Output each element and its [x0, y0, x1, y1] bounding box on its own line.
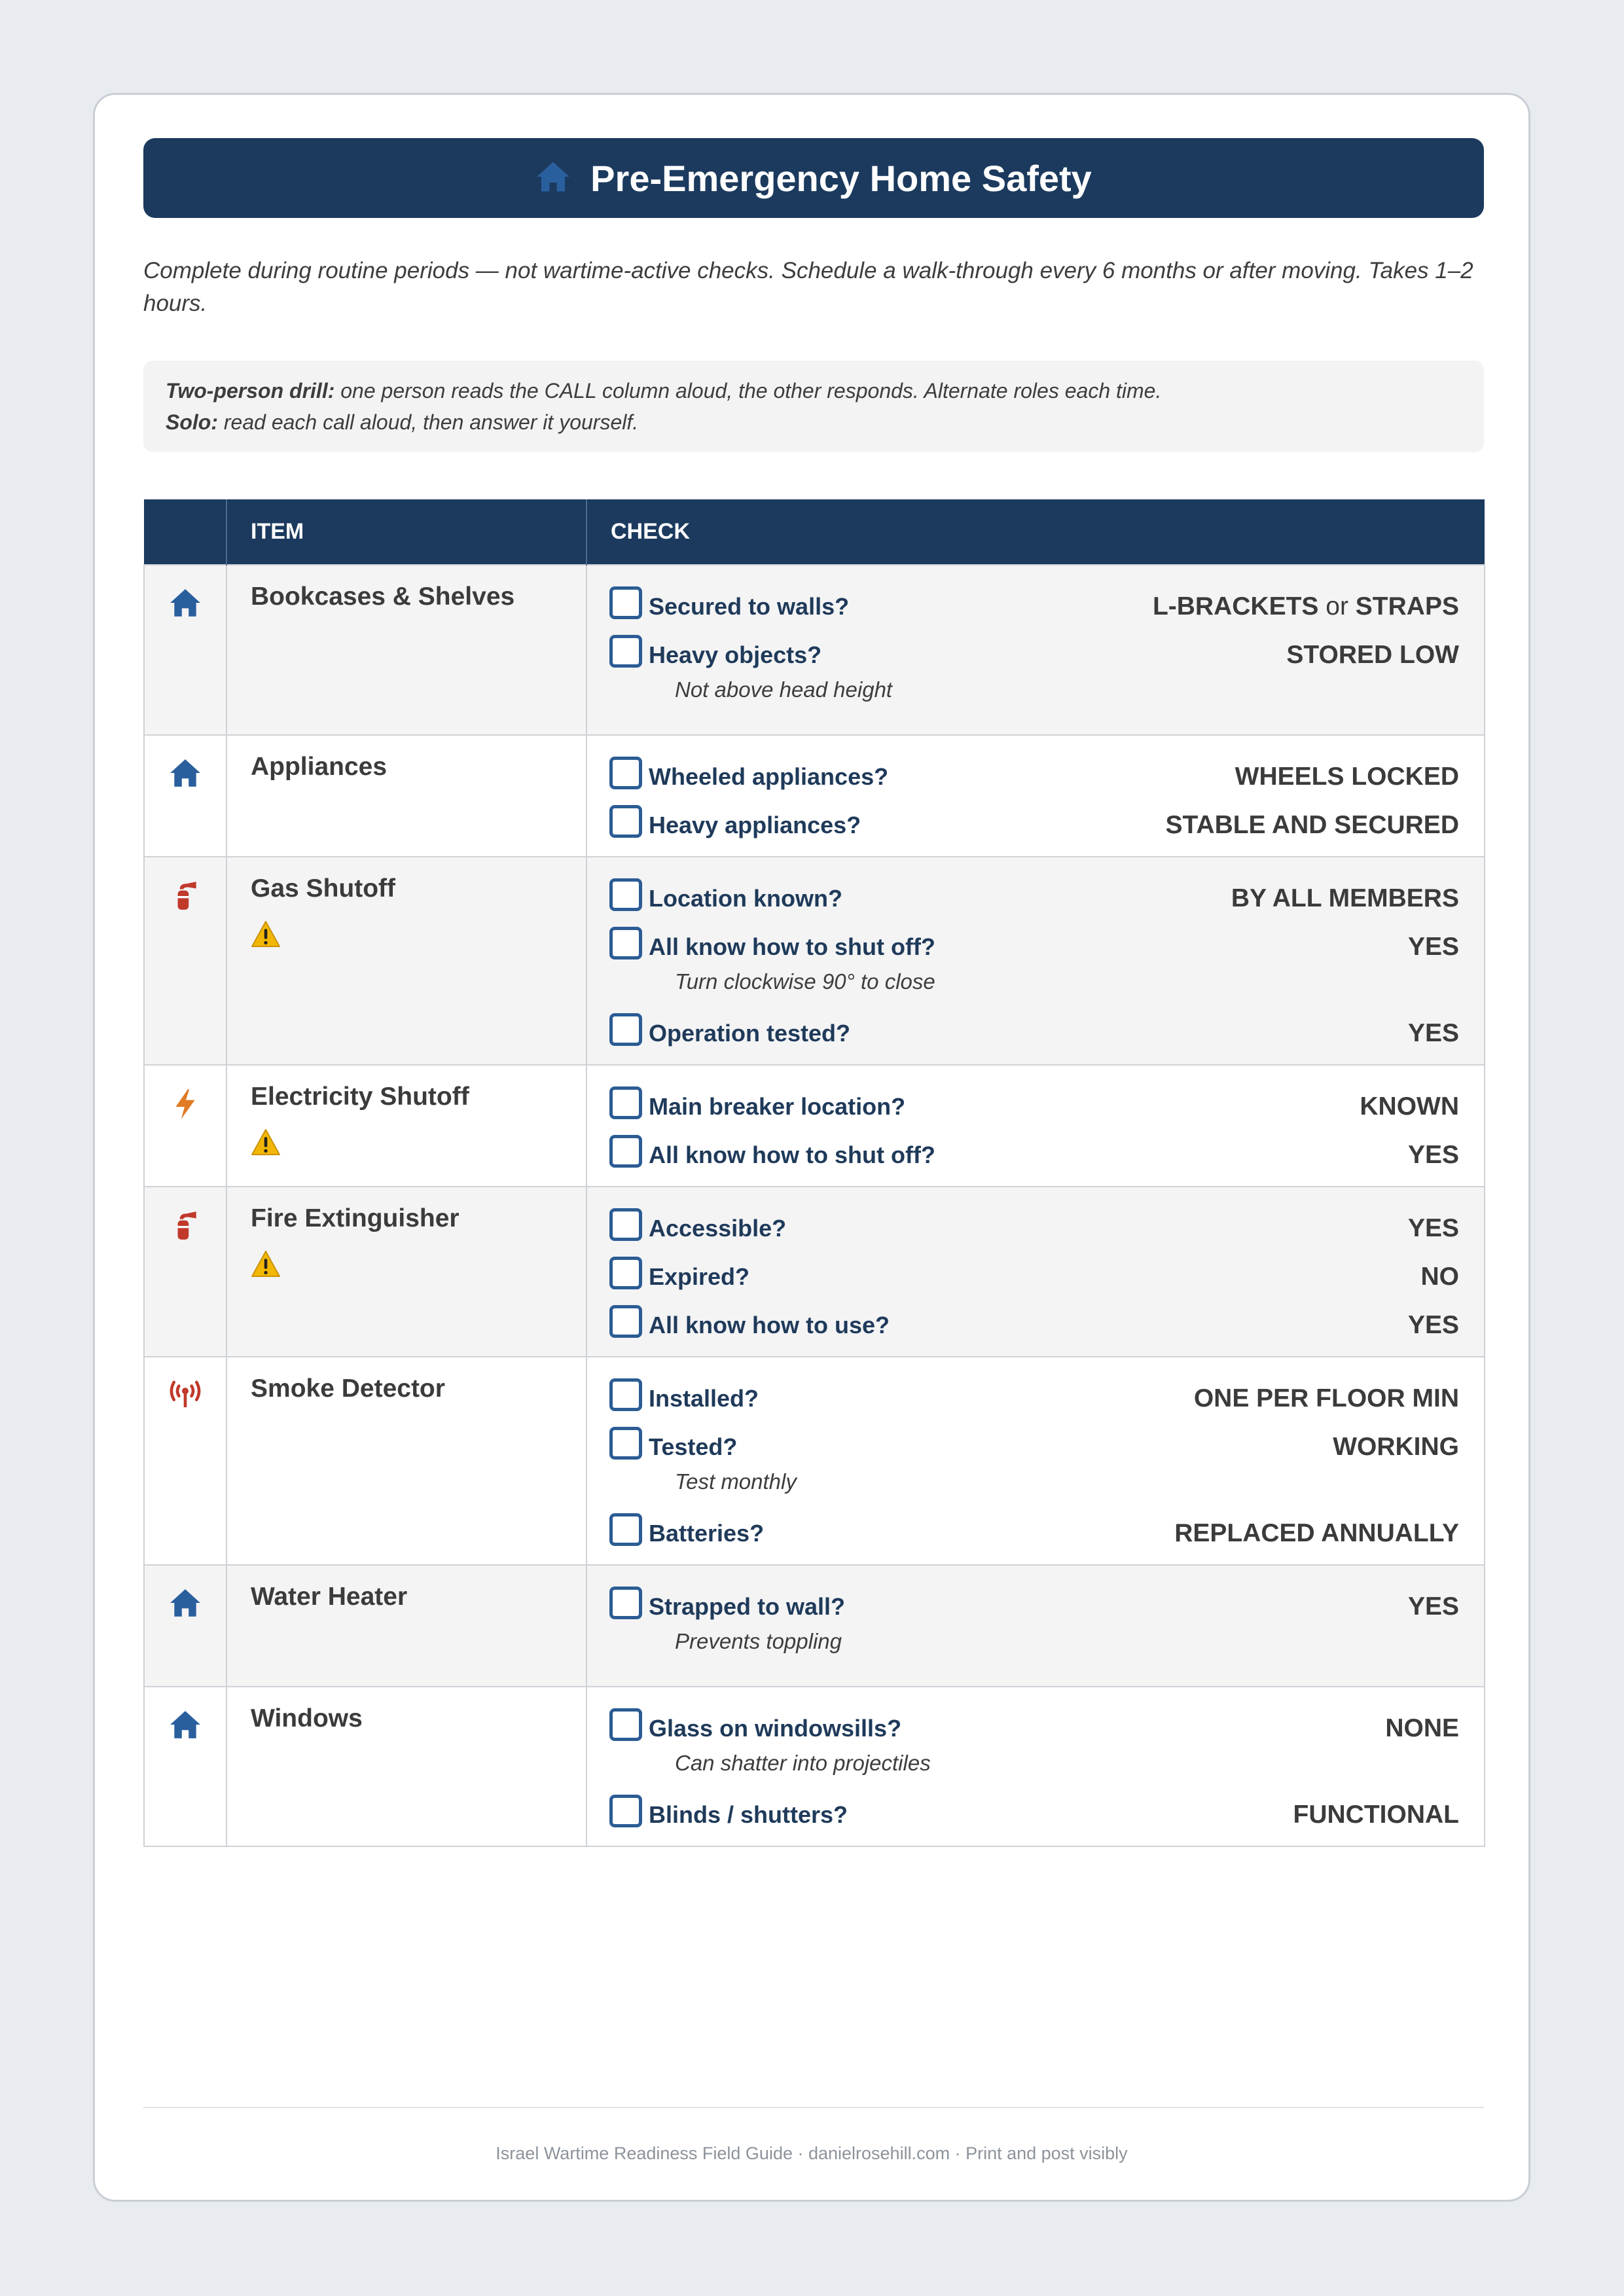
check-answer: KNOWN — [1360, 1092, 1459, 1121]
check-note: Can shatter into projectiles — [675, 1751, 931, 1775]
check-answer: YES — [1407, 1141, 1459, 1169]
row-item-cell — [226, 1065, 586, 1187]
home-icon — [169, 780, 202, 791]
row-check-cell — [586, 565, 1485, 735]
check-item — [609, 874, 1459, 912]
checklist-card — [93, 93, 1530, 2202]
check-question: All know how to use? — [649, 1312, 890, 1338]
checkbox[interactable] — [609, 1305, 642, 1338]
item-name: Fire Extinguisher — [251, 1204, 460, 1232]
check-question: Installed? — [649, 1385, 759, 1412]
check-question: Batteries? — [649, 1520, 765, 1547]
row-check-cell — [586, 857, 1485, 1065]
check-answer: WHEELS LOCKED — [1235, 762, 1459, 791]
item-name: Appliances — [251, 753, 388, 781]
header-icon-column — [144, 499, 226, 565]
table-row — [144, 1687, 1485, 1846]
drill-instructions — [143, 361, 1484, 452]
checkbox[interactable] — [609, 1135, 642, 1168]
check-answer: BY ALL MEMBERS — [1231, 884, 1459, 912]
title-banner — [143, 138, 1484, 218]
checkbox[interactable] — [609, 1427, 642, 1460]
check-question-group — [609, 1208, 786, 1242]
check-item — [609, 1583, 1459, 1621]
check-question: All know how to shut off? — [649, 1141, 935, 1168]
item-name: Electricity Shutoff — [251, 1083, 469, 1111]
row-icon-cell — [144, 735, 226, 857]
checkbox[interactable] — [609, 1086, 642, 1119]
check-question-group — [609, 1587, 845, 1621]
check-question-group — [609, 1013, 850, 1047]
check-answer: YES — [1407, 1311, 1459, 1339]
check-question: Main breaker location? — [649, 1093, 906, 1120]
check-answer-part: STRAPS — [1355, 592, 1459, 620]
checkbox[interactable] — [609, 927, 642, 960]
home-icon — [169, 609, 202, 620]
checkbox[interactable] — [609, 635, 642, 668]
check-question-group — [609, 1513, 764, 1547]
check-question: Blinds / shutters? — [649, 1801, 848, 1828]
check-question: Secured to walls? — [649, 593, 850, 620]
check-answer: STORED LOW — [1286, 641, 1459, 669]
table-row — [144, 857, 1485, 1065]
check-question-group — [609, 1257, 749, 1291]
check-item — [609, 1791, 1459, 1829]
check-item — [609, 1009, 1459, 1047]
check-note: Not above head height — [675, 677, 893, 702]
check-question: Wheeled appliances? — [649, 763, 889, 790]
check-answer: YES — [1407, 1019, 1459, 1047]
item-name: Windows — [251, 1704, 363, 1732]
item-name: Gas Shutoff — [251, 874, 395, 903]
checkbox[interactable] — [609, 1587, 642, 1619]
check-question-group — [609, 1708, 901, 1742]
checkbox[interactable] — [609, 1257, 642, 1289]
check-question-group — [609, 586, 849, 620]
intro-text: Complete during routine periods — not wartime-active checks. Schedule a walk-through every 6 months or after moving. Takes 1–2 hours. — [143, 258, 1473, 316]
check-answer: STABLE AND SECURED — [1165, 811, 1459, 839]
check-item — [609, 1509, 1459, 1547]
row-check-cell — [586, 1065, 1485, 1187]
check-item — [609, 631, 1459, 669]
check-note: Prevents toppling — [675, 1629, 842, 1653]
row-icon-cell — [144, 1565, 226, 1687]
item-name: Bookcases & Shelves — [251, 583, 515, 611]
row-item-cell — [226, 1357, 586, 1565]
safety-checklist-table — [143, 499, 1485, 1847]
table-row — [144, 1187, 1485, 1357]
row-icon-cell — [144, 1357, 226, 1565]
row-icon-cell — [144, 857, 226, 1065]
check-question-group — [609, 878, 842, 912]
check-question: Accessible? — [649, 1215, 787, 1242]
check-answer-part: or — [1326, 592, 1348, 620]
check-item — [609, 1301, 1459, 1339]
check-item — [609, 1131, 1459, 1169]
check-question: All know how to shut off? — [649, 933, 935, 960]
checkbox[interactable] — [609, 1013, 642, 1046]
home-icon — [169, 1731, 202, 1742]
row-icon-cell — [144, 565, 226, 735]
row-item-cell — [226, 565, 586, 735]
check-answer: YES — [1407, 933, 1459, 961]
solo-drill-label: Solo: — [166, 410, 218, 434]
checkbox[interactable] — [609, 586, 642, 619]
check-question: Glass on windowsills? — [649, 1715, 902, 1742]
table-header-row — [144, 499, 1485, 565]
row-icon-cell — [144, 1065, 226, 1187]
check-item — [609, 1374, 1459, 1412]
table-row — [144, 735, 1485, 857]
fire-extinguisher-icon — [169, 1234, 202, 1245]
header-item-column: ITEM — [226, 499, 586, 565]
check-question: Expired? — [649, 1263, 750, 1290]
check-item — [609, 1083, 1459, 1121]
table-row — [144, 1565, 1485, 1687]
check-item — [609, 1704, 1459, 1742]
check-question: Strapped to wall? — [649, 1593, 846, 1620]
solo-drill-text: read each call aloud, then answer it yourself. — [217, 410, 639, 434]
check-question-group — [609, 927, 935, 961]
page-title: Pre-Emergency Home Safety — [590, 157, 1092, 199]
two-person-drill-label: Two-person drill: — [166, 379, 335, 403]
check-question: Tested? — [649, 1433, 738, 1460]
checkbox[interactable] — [609, 757, 642, 789]
row-item-cell — [226, 1187, 586, 1357]
home-icon — [535, 160, 571, 196]
check-answer: NONE — [1385, 1714, 1459, 1742]
check-answer-part: L-BRACKETS — [1152, 592, 1319, 620]
check-question-group — [609, 1378, 759, 1412]
check-item — [609, 583, 1459, 620]
checkbox[interactable] — [609, 1513, 642, 1546]
table-row — [144, 1065, 1485, 1187]
check-question: Heavy objects? — [649, 641, 822, 668]
check-item — [609, 1204, 1459, 1242]
check-item — [609, 753, 1459, 791]
checkbox[interactable] — [609, 1208, 642, 1241]
checkbox[interactable] — [609, 805, 642, 838]
check-question-group — [609, 1795, 848, 1829]
two-person-drill-text: one person reads the CALL column aloud, the other responds. Alternate roles each time. — [334, 379, 1162, 403]
row-check-cell — [586, 1687, 1485, 1846]
check-question: Heavy appliances? — [649, 812, 861, 838]
footer-divider — [143, 2107, 1484, 2108]
row-icon-cell — [144, 1187, 226, 1357]
check-question: Operation tested? — [649, 1020, 851, 1047]
check-question-group — [609, 757, 888, 791]
checkbox[interactable] — [609, 1795, 642, 1827]
row-check-cell — [586, 1565, 1485, 1687]
check-question-group — [609, 1135, 935, 1169]
warning-icon — [251, 1128, 586, 1159]
fire-extinguisher-icon — [169, 904, 202, 915]
check-answer: NO — [1420, 1263, 1459, 1291]
check-item — [609, 1423, 1459, 1461]
home-icon — [169, 1609, 202, 1621]
table-row — [144, 1357, 1485, 1565]
check-question-group — [609, 1086, 905, 1121]
check-answer: ONE PER FLOOR MIN — [1193, 1384, 1459, 1412]
check-question: Location known? — [649, 885, 842, 912]
check-answer: FUNCTIONAL — [1293, 1801, 1459, 1829]
two-person-drill-line — [166, 375, 1462, 406]
row-check-cell — [586, 1187, 1485, 1357]
antenna-icon — [167, 1401, 204, 1412]
warning-icon — [251, 920, 586, 951]
row-check-cell — [586, 1357, 1485, 1565]
lightning-icon — [171, 1112, 200, 1123]
check-answer — [1153, 593, 1459, 620]
check-item — [609, 923, 1459, 961]
check-question-group — [609, 805, 861, 839]
row-check-cell — [586, 735, 1485, 857]
check-item — [609, 801, 1459, 839]
check-answer: YES — [1407, 1214, 1459, 1242]
check-question-group — [609, 1305, 890, 1339]
check-question-group — [609, 635, 821, 669]
item-name: Smoke Detector — [251, 1374, 445, 1403]
checkbox[interactable] — [609, 1378, 642, 1411]
warning-icon — [251, 1250, 586, 1281]
check-note: Test monthly — [675, 1469, 797, 1494]
checkbox[interactable] — [609, 1708, 642, 1741]
checkbox[interactable] — [609, 878, 642, 911]
check-answer: REPLACED ANNUALLY — [1174, 1519, 1459, 1547]
check-answer: YES — [1407, 1592, 1459, 1621]
row-item-cell — [226, 857, 586, 1065]
check-note: Turn clockwise 90° to close — [675, 969, 935, 994]
solo-drill-line — [166, 406, 1462, 438]
row-item-cell — [226, 1565, 586, 1687]
check-answer: WORKING — [1333, 1433, 1459, 1461]
item-name: Water Heater — [251, 1583, 408, 1611]
row-icon-cell — [144, 1687, 226, 1846]
row-item-cell — [226, 1687, 586, 1846]
footer-text: Israel Wartime Readiness Field Guide · danielrosehill.com · Print and post visibly — [496, 2144, 1128, 2163]
check-question-group — [609, 1427, 737, 1461]
check-item — [609, 1253, 1459, 1291]
header-check-column: CHECK — [586, 499, 1485, 565]
row-item-cell — [226, 735, 586, 857]
table-row — [144, 565, 1485, 735]
